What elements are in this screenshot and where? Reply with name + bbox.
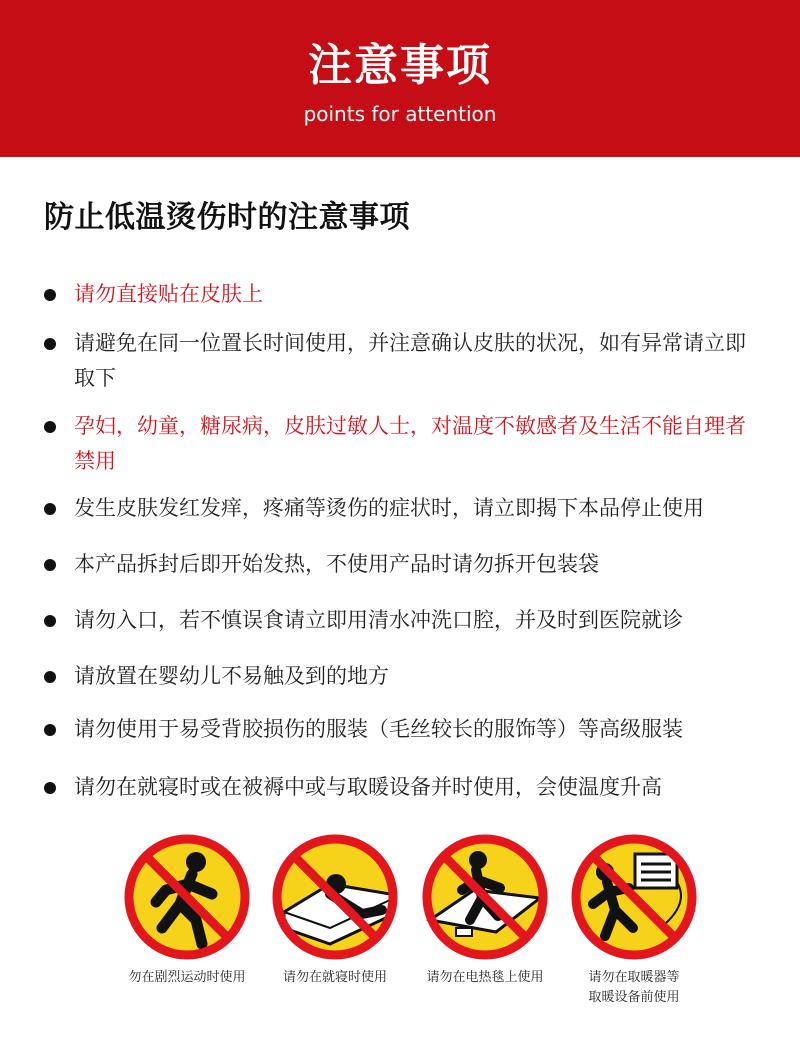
- notice-text: 孕妇，幼童，糖尿病，皮肤过敏人士，对温度不敏感者及生活不能自理者禁用: [74, 414, 746, 473]
- notice-item: [44, 770, 764, 805]
- notice-text: 发生皮肤发红发痒，疼痛等烫伤的症状时，请立即揭下本品停止使用: [74, 496, 704, 520]
- section-title: 防止低温烫伤时的注意事项: [44, 200, 410, 235]
- banner-title: 注意事项: [308, 40, 492, 91]
- notice-item: [44, 712, 764, 747]
- no-heater-icon: [569, 832, 699, 962]
- bullet-icon: [44, 782, 56, 794]
- notice-item: [44, 603, 764, 638]
- notice-text: 请勿在就寝时或在被褥中或与取暖设备并时使用，会使温度升高: [74, 775, 662, 799]
- no-running-icon: [122, 832, 252, 962]
- banner-subtitle: points for attention: [303, 102, 497, 126]
- notice-text: 请勿入口，若不慎误食请立即用清水冲洗口腔，并及时到医院就诊: [74, 608, 683, 632]
- bullet-icon: [44, 671, 56, 683]
- notice-item: [44, 409, 764, 479]
- notice-text: 请勿使用于易受背胶损伤的服装（毛丝较长的服饰等）等高级服装: [74, 717, 683, 741]
- notice-text: 本产品拆封后即开始发热，不使用产品时请勿拆开包装袋: [74, 552, 599, 576]
- sign-caption: 请勿在电热毯上使用: [426, 970, 544, 985]
- bullet-icon: [44, 289, 56, 301]
- notice-item: [44, 491, 764, 526]
- bullet-icon: [44, 559, 56, 571]
- sign-caption: 请勿在就寝时使用: [282, 970, 387, 985]
- bullet-icon: [44, 338, 56, 350]
- notice-text: 请避免在同一位置长时间使用，并注意确认皮肤的状况，如有异常请立即取下: [74, 331, 746, 390]
- bullet-icon: [44, 421, 56, 433]
- no-electric-blanket-icon: [420, 832, 550, 962]
- header-banner: [0, 0, 800, 157]
- notice-item: [44, 277, 764, 312]
- notice-item: [44, 547, 764, 582]
- notice-item: [44, 326, 764, 396]
- bullet-icon: [44, 724, 56, 736]
- sign-caption: 请勿在取暖器等 取暖设备前使用: [588, 970, 680, 1005]
- sign-caption: 勿在剧烈运动时使用: [128, 970, 246, 985]
- bullet-icon: [44, 503, 56, 515]
- notice-text: 请勿直接贴在皮肤上: [74, 282, 263, 306]
- bullet-icon: [44, 615, 56, 627]
- notice-item: [44, 659, 764, 694]
- no-sleeping-icon: [270, 832, 400, 962]
- notice-text: 请放置在婴幼儿不易触及到的地方: [74, 664, 389, 688]
